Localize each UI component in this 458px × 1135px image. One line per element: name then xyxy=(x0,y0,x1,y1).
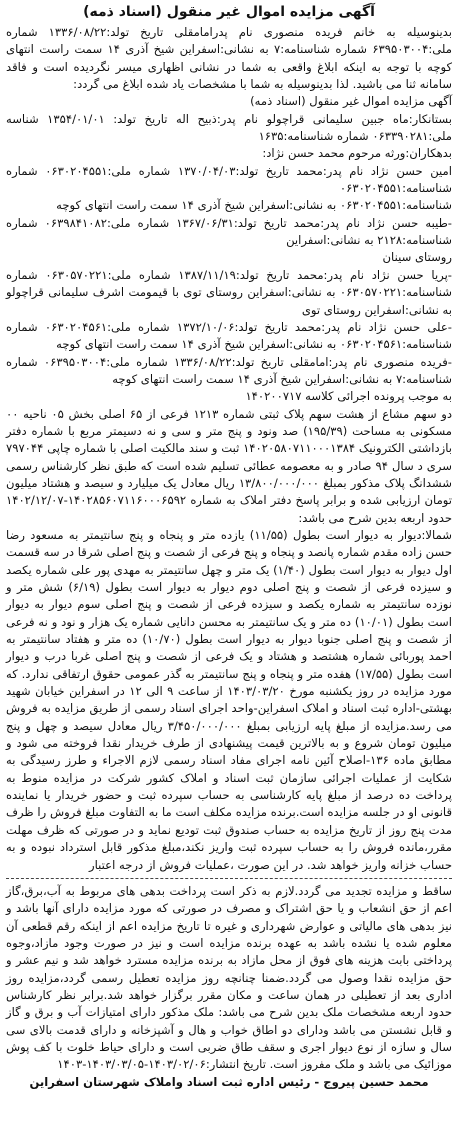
creditor-info: بستانکار:ماه جبین سلیمانی قراچولو نام پدر:ذبیح اله تاریخ تولد: ۱۳۵۴/۰۱/۰۱ شناسه ملی:۰۶۳۳۹۰۲۸۱ شماره شناسنامه:۱۶۳۵ xyxy=(6,111,452,144)
debtor-paria: -پریا حسن نژاد نام پدر:محمد تاریخ تولد:۱۳۸۷/۱۱/۱۹ شماره ملی:۰۶۳۰۵۷۰۲۲۱ شماره شناسنامه:۰۶۳۰۵۷۰۲۲۱ به نشانی:اسفراین روستای توی با قیمومت اشرف سلیمانی قراچولو به نشانی:اسفراین روستای توی xyxy=(6,267,452,317)
debtors-heading: بدهکاران:ورثه مرحوم محمد حسن نژاد: xyxy=(262,146,452,161)
property-description: دو سهم مشاع از هشت سهم پلاک ثبتی شماره ۱۲۱۳ فرعی از ۶۵ اصلی بخش ۰۵ ناحیه ۰۰ مسکونی به مساحت (۱۹۵/۳۹) صد ونود و پنج متر و سی و نه دسیمتر مربع با شماره دفتر بازداشتی الکترونیک ۱۴۰۲۰۵۸۰۷۱۱۰۰۰۱۳۸۴ ثبت و سند مالکیت اصلی با شماره چاپی ۷۹۷۰۴۴ سری د سال ۹۴ صادر و به معصومه عطائی تسلیم شده است که طبق نظر کارشناس رسمی ششدانگ پلاک مذکور بمبلغ ۱۳/۸۰۰/۰۰۰/۰۰۰ ریال معادل یک میلیارد و سیصد و هشتاد میلیون تومان ارزیابی شده و برابر پاسخ دفتر املاک به شماره ۱۴۰۲۸۵۶۰۷۱۱۶۰۰۰۶۵۹۲-۱۴۰۲/۱۲/۰۷ حدود اربعه بدین شرح می باشد: xyxy=(6,406,452,525)
debtor-tayebeh-village: روستای سینان xyxy=(382,250,452,265)
debtor-amin: امین حسن نژاد نام پدر:محمد تاریخ تولد:۱۳۷۰/۰۴/۰۳ شماره ملی:۰۶۳۰۲۰۴۵۵۱ شماره شناسنامه:۰۶۳۰۲۰۴۵۵۱ xyxy=(6,163,452,196)
notice-footer: ساقط و مزایده تجدید می گردد.لازم به ذکر است پرداخت بدهی های مربوط به آب،برق،گاز اعم از حق انشعاب و یا حق اشتراک و مصرف در صورتی که مورد مزایده دارای آنها باشد و نیز بدهی های مالیاتی و عوارض شهرداری و غیره تا تاریخ مزایده اعم از اینکه رقم قطعی آن معلوم شده یا نشده باشد به عهده برنده مزایده است و نیز در صورت وجود مازاد،وجوه پرداختی بابت هزینه های فوق از محل مازاد به برنده مزایده مسترد خواهد شد و نیم عشر و حق مزایده نقدا وصول می گردد.ضمنا چنانچه روز مزایده تعطیل رسمی گردد،مزایده روز اداری بعد از تعطیلی در همان ساعت و مکان مقرر برگزار خواهد شد.برابر نظر کارشناس حدود اربعه مشخصات ملک بدین شرح می باشد: ملک مذکور دارای امتیازات آب و برق و گاز و قابل نشستن می باشد ودارای دو اطاق خواب و هال و آشپزخانه و دارای قدمت بالای سی سال و سازه از نوع دیوار اجری و سقف طاق ضربی است و دارای حیاط خلوت با کف پوش موزائیک می باشد و ملک مفروز است. تاریخ انتشار:۱۴۰۳/۰۲/۰۶-۱۴۰۳/۰۳/۰۵-۱۴۰۳ xyxy=(6,883,452,1072)
notice-subheading: آگهی مزایده اموال غیر منقول (اسناد ذمه) xyxy=(250,94,452,109)
debtor-tayebeh: -طیبه حسن نژاد نام پدر:محمد تاریخ تولد:۱۳۶۷/۰۶/۳۱ شماره ملی:۰۶۳۹۸۴۱۰۸۲ شماره شناسنامه:۲۱۲۸ به نشانی:اسفراین xyxy=(6,215,452,248)
notification-paragraph: بدینوسیله به خانم فریده منصوری نام پدرامامقلی تاریخ تولد:۱۳۳۶/۰۸/۲۲ شماره ملی:۶۳۹۵۰۳۰۰۴ شماره شناسنامه:۷ به نشانی:اسفراین شیخ آذری ۱۴ سمت راست انتهای کوچه با توجه به اینکه ابلاغ واقعی به شما در نشانی اظهاری میسر نگردیده است و فاقد سامانه ثنا می باشید. لذا بدینوسیله به شما با مشخصات یاد شده ابلاغ می گردد: xyxy=(6,25,452,92)
case-file-number: به موجب پرونده اجرائی کلاسه ۱۴۰۲۰۰۷۱۷ xyxy=(245,389,452,404)
section-divider xyxy=(6,878,452,879)
official-signature: محمد حسین پیروج - رئیس اداره ثبت اسناد واملاک شهرستان اسفراین xyxy=(29,1074,429,1089)
debtor-amin-address: شناسنامه:۰۶۳۰۲۰۴۵۵۱ به نشانی:اسفراین شیخ آذری ۱۴ سمت راست انتهای کوچه xyxy=(56,198,452,213)
debtor-ali: -علی حسن نژاد نام پدر:محمد تاریخ تولد:۱۳۷۲/۱۰/۰۶ شماره ملی:۰۶۳۰۲۰۴۵۶۱ شماره شناسنامه:۰۶۳۰۲۰۴۵۶۱ به نشانی:اسفراین شیخ آذری ۱۴ سمت راست انتهای کوچه xyxy=(6,319,452,352)
boundaries-and-terms: شمالا:دیوار به دیوار است بطول (۱۱/۵۵) یازده متر و پنجاه و پنج سانتیمتر به مسعود رضا حسن زاده مقدم شماره پانصد و پنجاه و پنج فرعی از شصت و پنج اصلی شرقا در سه قسمت اول دیوار به دیوار است بطول (۱/۴۰) یک متر و چهل سانتیمتر به مهدی پور علی شماره یکصد و سیزده فرعی از شصت و پنج اصلی دوم دیوار به دیوار است بطول (۶/۱۹) شش متر و نوزده سانتیمتر به شماره یکصد و سیزده فرعی از شصت و پنج اصلی سوم دیوار به دیوار است بطول (۱۰/۰۱) ده متر و یک سانتیمتر به محسن دانایی شماره یک هزار و نود و نه فرعی از شصت و پنج اصلی جنوبا دیوار به دیوار است بطول (۱۰/۷۰) ده متر و هفتاد سانتیمتر به احمد پوربائی شماره هشتصد و هشتاد و یک فرعی از شصت و پنج اصلی غربا درب و دیوار است بطول (۱۷/۵۵) هفده متر و پنجاه و پنج سانتیمتر به گذر عمومی حقوق ارتفاقی ندارد. که مورد مزایده در روز یکشنبه مورخ ۱۴۰۳/۰۳/۲۰ از ساعت ۹ الی ۱۲ در اسفراین خیابان شهید بهشتی-اداره ثبت اسناد و املاک اسفراین-واحد اجرای اسناد رسمی از طریق مزایده به فروش می رسد.مزایده از مبلغ پایه ارزیابی بمبلغ ۳/۴۵۰/۰۰۰/۰۰۰ ریال معادل سیصد و چهل و پنج میلیون تومان شروع و به بالاترین قیمت پیشنهادی از طرف خریدار نقدا فروخته می شود و مطابق ماده ۱۳۶-اصلاح آئین نامه اجرای مفاد اسناد رسمی لازم الاجراء و طرز رسیدگی به شکایت از عملیات اجرائی سازمان ثبت اسناد و املاک کشور شرکت در مزایده منوط به پرداخت ده درصد از مبلغ پایه کارشناسی به حساب سپرده ثبت و حضور خریدار یا نماینده قانونی او در جلسه مزایده است.برنده مزایده مکلف است ما به التفاوت مبلغ فروش را ظرف مدت پنج روز از تاریخ مزایده به حساب صندوق ثبت تودیع نماید و در صورتی که ظرف مهلت مقرر،مانده فروش را به حساب سپرده ثبت واریز نکند،مبلغ مذکور قابل استرداد نبوده و به حساب خزانه واریز خواهد شد. در این صورت ،عملیات فروش از درجه اعتبار xyxy=(6,527,453,872)
debtor-farideh: -فریده منصوری نام پدر:امامقلی تاریخ تولد:۱۳۳۶/۰۸/۲۲ شماره ملی:۰۶۳۹۵۰۳۰۰۴ شماره شناسنامه:۷ به نشانی:اسفراین شیخ آذری ۱۴ سمت راست انتهای کوچه xyxy=(6,354,452,386)
notice-title: آگهی مزایده اموال غیر منقول (اسناد ذمه) xyxy=(83,4,375,20)
notice-body xyxy=(6,24,452,874)
